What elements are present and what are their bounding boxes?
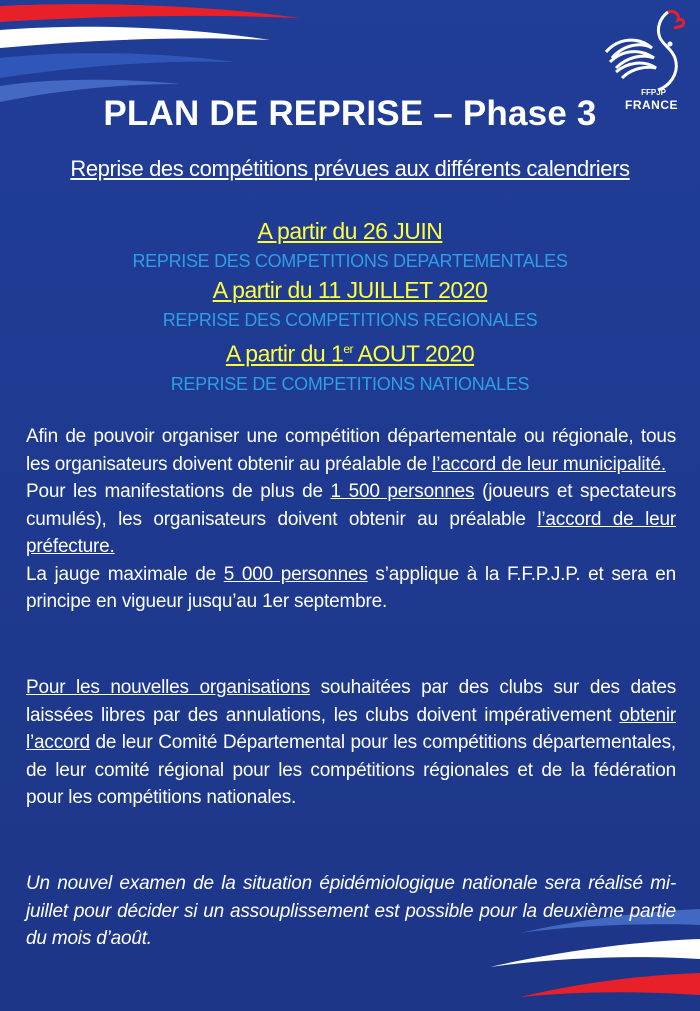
p1-municipality: l’accord de leur municipalité. [432,453,666,475]
phase-competitions-1: REPRISE DES COMPETITIONS DEPARTEMENTALES [132,251,568,271]
p1-sentence-3-rest: s’applique à la F.F.P.J.P. et sera en principe en vigueur jusqu’au 1er septembre. [26,563,676,612]
phase-schedule [0,217,700,399]
phase-date-1: A partir du 26 JUIN [257,218,443,244]
p1-1500: 1 500 personnes [330,481,475,502]
phase-date-3-sup: er [343,342,354,356]
page-title: PLAN DE REPRISE – Phase 3 [103,94,597,133]
p1-sentence-3: La jauge maximale de [26,563,224,585]
phase-date-3-suffix: AOUT 2020 [353,340,475,367]
phase-competitions-2: REPRISE DES COMPETITIONS REGIONALES [162,310,538,330]
paragraph-epidemiological-review: Un nouvel examen de la situation épidémiologique nationale sera réalisé mi-juillet pour décider si un assouplissement est possible pour la deuxième partie du mois d’août. [26,873,676,949]
logo-brand-small: FFPJP [641,88,666,97]
phase-date-3 [0,335,700,369]
p1-sentence-2: Pour les manifestations de plus de [26,481,331,502]
phase-date-3-prefix: A partir du 1 [225,340,344,367]
p1-5000: 5 000 personnes [223,563,368,585]
page-subtitle: Reprise des compétitions prévues aux différents calendriers [70,156,630,181]
phase-date-2: A partir du 11 JUILLET 2020 [212,277,488,303]
logo-brand: FRANCE [625,98,678,112]
p1-sentence-2-rest: (joueurs et spectateurs cumulés), les organisateurs doivent obtenir au préalable [26,481,677,530]
p2-obtain-agreement: obtenir l’accord [26,704,676,753]
paragraph-authorizations [26,423,676,616]
p2-text-1: souhaitées par des clubs sur des dates laissées libres par des annulations, les clubs doivent impérativement [26,677,676,726]
phase-competitions-3: REPRISE DE COMPETITIONS NATIONALES [170,373,530,394]
p1-sentence-1: Afin de pouvoir organiser une compétition départementale ou régionale, tous les organisateurs doivent obtenir au préalable de [26,426,676,475]
p1-prefecture: l’accord de leur préfecture. [26,508,676,557]
p2-text-2: de leur Comité Départemental pour les compétitions départementales, de leur comité régional pour les compétitions régionales et de la fédération pour les compétitions nationales. [26,732,676,808]
p2-new-organisations: Pour les nouvelles organisations [26,677,310,698]
paragraph-new-organisations [26,674,676,812]
